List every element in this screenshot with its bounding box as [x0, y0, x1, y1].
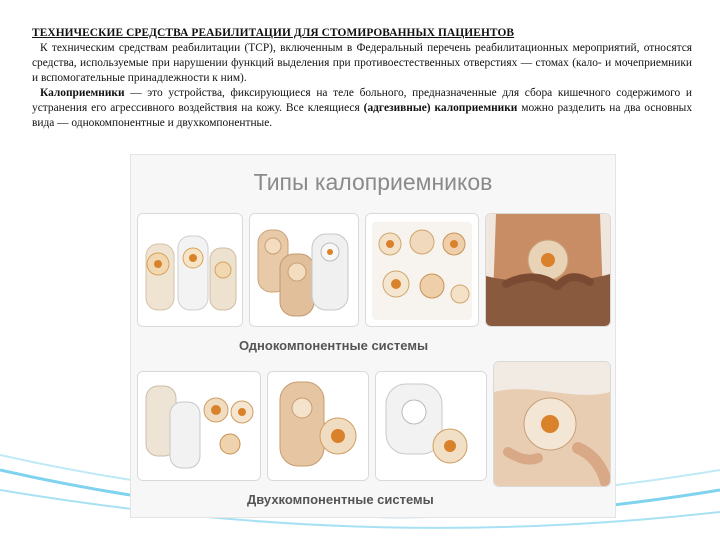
photo-one-piece-bags-2 — [249, 213, 359, 327]
photo-applying-flange — [493, 361, 611, 487]
photo-two-piece-bags-2 — [267, 371, 369, 481]
term-kalopriemniki: Калоприемники — [40, 87, 125, 99]
caption-one-piece: Однокомпонентные системы — [239, 338, 429, 353]
photo-patient-wearing-bag — [485, 213, 611, 327]
caption-two-piece: Двухкомпонентные системы — [247, 492, 434, 507]
photo-one-piece-bags-1 — [137, 213, 243, 327]
photo-one-piece-bags-3 — [365, 213, 479, 327]
paragraph-colostomy-bags — [32, 86, 692, 131]
paragraph-end: можно разделить на два основных вида — однокомпонентные и двухкомпонентные. — [32, 102, 693, 129]
term-adhesive: (адгезивные) калоприемники — [363, 102, 518, 114]
stoma-bags-figure — [130, 154, 616, 518]
paragraph-text: — это устройства, фиксирующиеся на теле больного, предназначенные для сбора кишечного содержимого и устранения его агрессивного воздействия на кожу. Все клеящиеся — [32, 87, 692, 114]
photo-two-piece-bags-3 — [375, 371, 487, 481]
figure-title: Типы калоприемников — [253, 169, 493, 195]
photo-two-piece-bags-1 — [137, 371, 261, 481]
text-block — [32, 26, 692, 131]
page-title: ТЕХНИЧЕСКИЕ СРЕДСТВА РЕАБИЛИТАЦИИ ДЛЯ СТОМИРОВАННЫХ ПАЦИЕНТОВ — [32, 27, 515, 39]
paragraph-tsr: К техническим средствам реабилитации (ТСР), включенным в Федеральный перечень реабилитационных мероприятий, относятся средства, используемые при нарушении функций выделения при противоестественных отверстиях — стомах (кало- и мочеприемники и вспомогательные принадлежности к ним). — [32, 42, 692, 84]
